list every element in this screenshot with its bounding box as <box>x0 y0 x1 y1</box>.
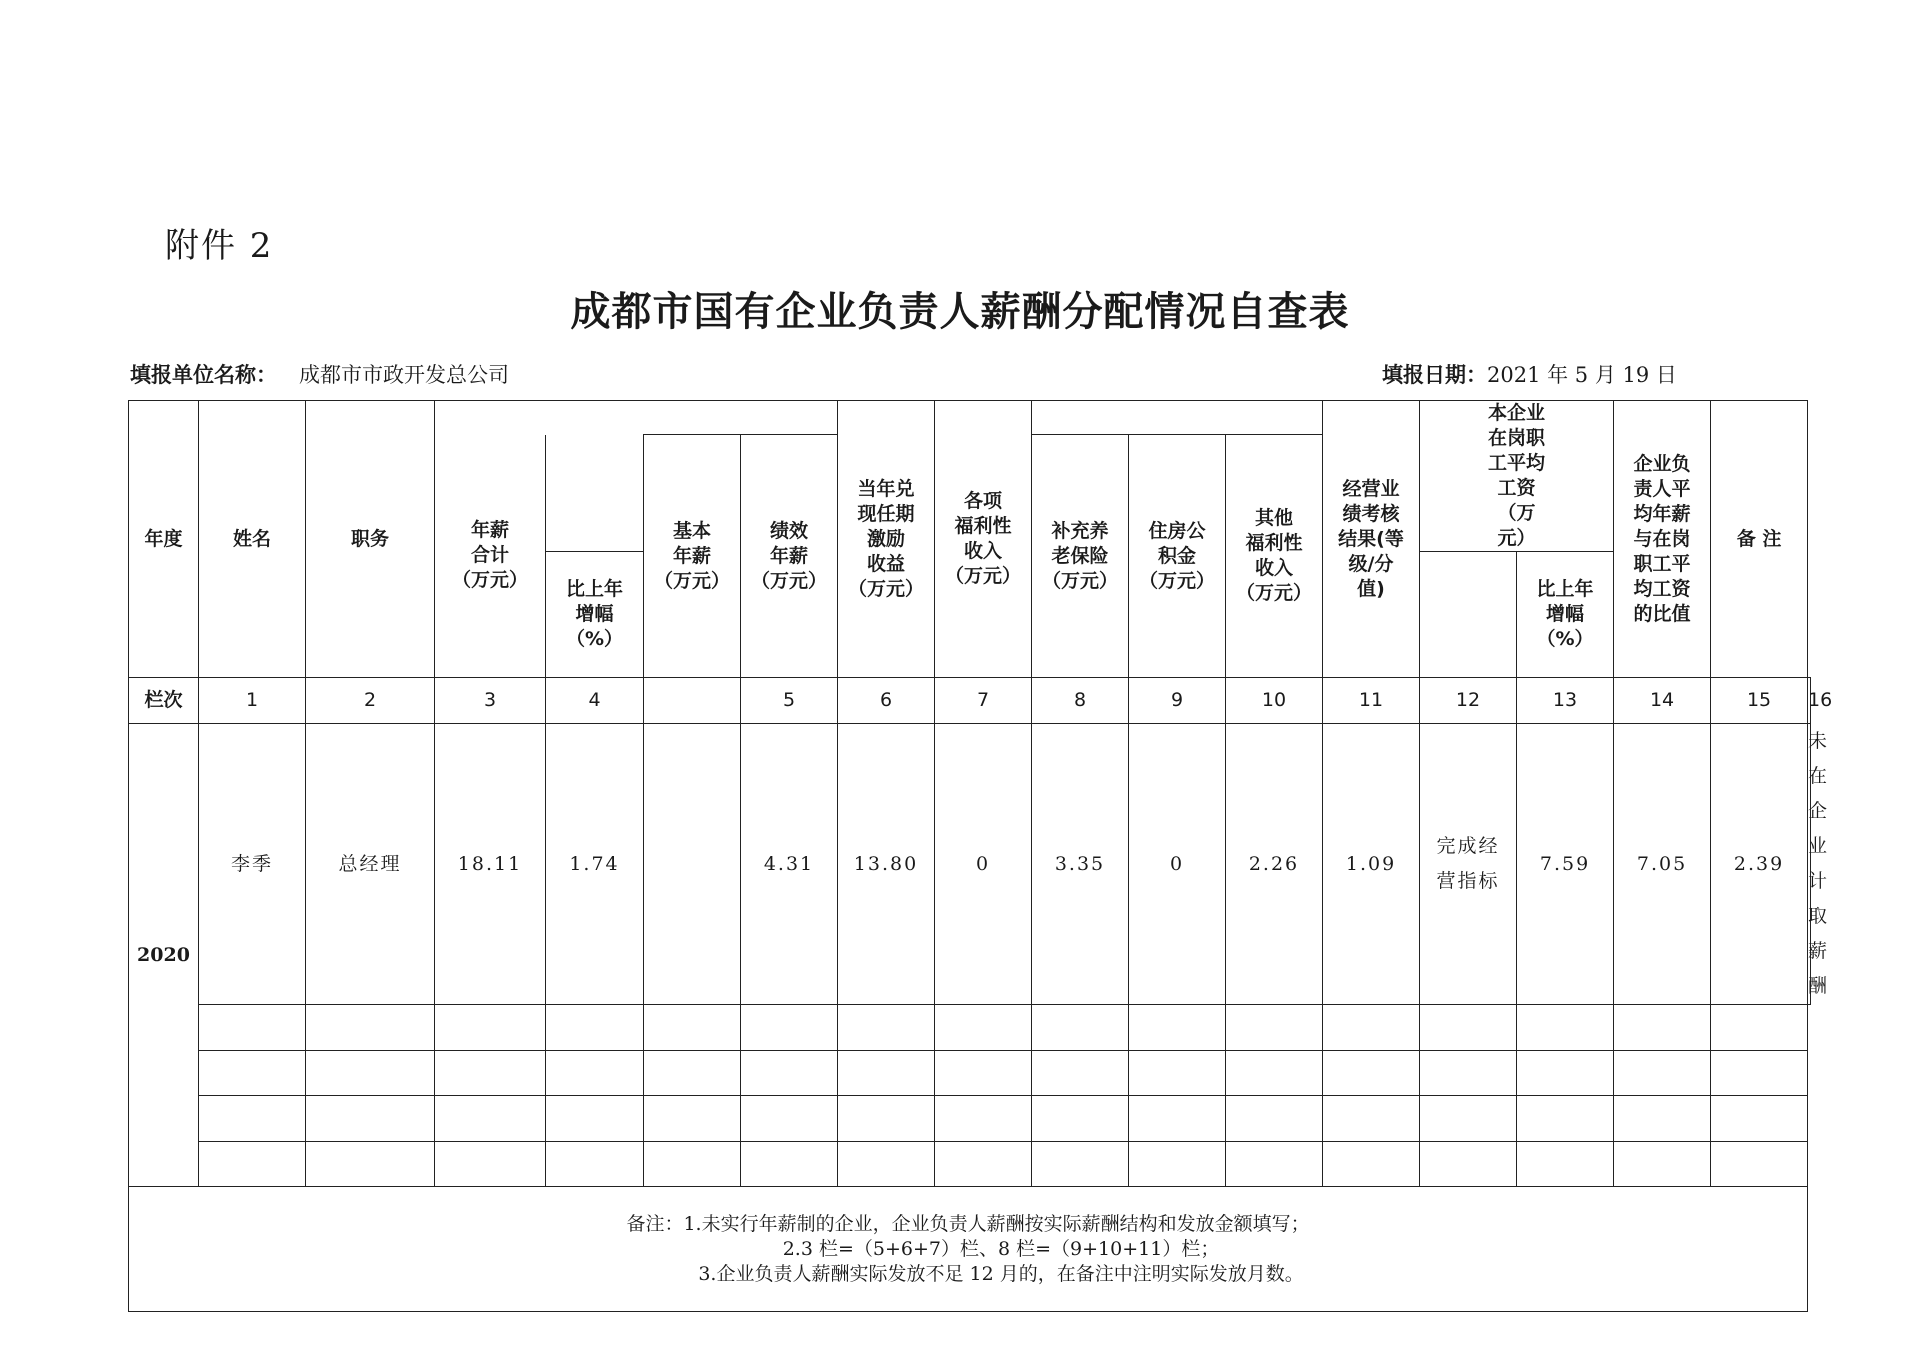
empty-cell <box>435 1142 546 1187</box>
reporting-date <box>1382 359 1677 389</box>
cell-remark: 未在企 业计取 薪酬 <box>1808 724 1811 1005</box>
table-row <box>129 1051 1811 1096</box>
empty-cell <box>1711 1142 1808 1187</box>
empty-cell <box>1420 1051 1517 1096</box>
empty-cell <box>741 1142 838 1187</box>
empty-cell <box>1129 1096 1226 1142</box>
cell-gap <box>644 724 741 1005</box>
column-index-2: 2 <box>306 678 435 724</box>
column-index-7: 7 <box>935 678 1032 724</box>
empty-cell <box>199 1005 306 1051</box>
cell-ratio: 2.39 <box>1711 724 1808 1005</box>
empty-cell <box>199 1142 306 1187</box>
column-index-16: 16 <box>1808 678 1811 724</box>
header-avg-growth: 比上年 增幅 （%） <box>1517 552 1614 678</box>
column-index-10: 10 <box>1226 678 1323 724</box>
empty-cell <box>1517 1142 1614 1187</box>
empty-cell <box>1711 1051 1808 1096</box>
empty-cell <box>935 1096 1032 1142</box>
column-index-label: 栏次 <box>129 678 199 724</box>
salary-table <box>128 400 1833 1312</box>
empty-cell <box>199 1096 306 1142</box>
header-welfare: 各项 福利性 收入 （万元） <box>935 401 1032 678</box>
year-cell: 2020 <box>129 724 199 1187</box>
empty-cell <box>1614 1096 1711 1142</box>
header-position: 职务 <box>306 401 435 678</box>
empty-cell <box>644 1051 741 1096</box>
table-row <box>129 1096 1811 1142</box>
empty-cell <box>1517 1051 1614 1096</box>
empty-cell <box>306 1051 435 1096</box>
empty-cell <box>644 1096 741 1142</box>
empty-cell <box>644 1005 741 1051</box>
header-salary-group <box>435 401 838 435</box>
cell-housing: 2.26 <box>1226 724 1323 1005</box>
column-index-row <box>129 678 1811 724</box>
column-index-4: 4 <box>546 678 644 724</box>
table-row <box>129 1142 1811 1187</box>
empty-cell <box>838 1005 935 1051</box>
reporting-unit-value: 成都市市政开发总公司 <box>299 363 509 387</box>
note-line-1: 备注：1.未实行年薪制的企业，企业负责人薪酬按实际薪酬结构和发放金额填写； <box>626 1212 1310 1235</box>
cell-name: 李季 <box>199 724 306 1005</box>
header-year: 年度 <box>129 401 199 678</box>
column-index-1: 1 <box>199 678 306 724</box>
column-index-5: 5 <box>741 678 838 724</box>
cell-base: 4.31 <box>741 724 838 1005</box>
empty-cell <box>1420 1142 1517 1187</box>
cell-assessment: 完成经 营指标 <box>1420 724 1517 1005</box>
cell-annual-total: 18.11 <box>435 724 546 1005</box>
empty-cell <box>1129 1051 1226 1096</box>
header-housing: 住房公 积金 （万元） <box>1129 435 1226 678</box>
header-welfare-group <box>1032 401 1323 435</box>
cell-incentive: 0 <box>935 724 1032 1005</box>
empty-cell <box>741 1005 838 1051</box>
empty-cell <box>1323 1142 1420 1187</box>
header-other-welfare: 其他 福利性 收入 （万元） <box>1226 435 1323 678</box>
empty-cell <box>1032 1051 1129 1096</box>
empty-cell <box>1129 1005 1226 1051</box>
cell-position: 总经理 <box>306 724 435 1005</box>
empty-cell <box>838 1096 935 1142</box>
note-line-3: 3.企业负责人薪酬实际发放不足 12 月的，在备注中注明实际发放月数。 <box>698 1262 1304 1285</box>
header-avg-wage: 本企业 在岗职 工平均 工资 （万 元） <box>1420 401 1614 552</box>
header-blank-a <box>546 435 644 552</box>
header-annual-total: 年薪 合计 （万元） <box>435 435 546 678</box>
cell-avg-growth: 7.05 <box>1614 724 1711 1005</box>
column-index-12: 12 <box>1420 678 1517 724</box>
cell-welfare: 3.35 <box>1032 724 1129 1005</box>
attachment-label: 附件 2 <box>165 226 274 266</box>
empty-cell <box>1420 1005 1517 1051</box>
empty-cell <box>935 1051 1032 1096</box>
column-index-15: 15 <box>1711 678 1808 724</box>
column-index-6: 6 <box>838 678 935 724</box>
empty-cell <box>546 1005 644 1051</box>
empty-cell <box>1032 1096 1129 1142</box>
empty-cell <box>1711 1096 1808 1142</box>
empty-cell <box>935 1142 1032 1187</box>
empty-cell <box>1614 1142 1711 1187</box>
column-index-8: 8 <box>1032 678 1129 724</box>
empty-cell <box>838 1142 935 1187</box>
empty-cell <box>435 1096 546 1142</box>
empty-cell <box>1614 1051 1711 1096</box>
page-title: 成都市国有企业负责人薪酬分配情况自查表 <box>570 289 1350 335</box>
header-annual-growth: 比上年 增幅 （%） <box>546 552 644 678</box>
empty-cell <box>644 1142 741 1187</box>
table-row <box>129 1005 1811 1051</box>
empty-cell <box>1323 1096 1420 1142</box>
empty-cell <box>306 1005 435 1051</box>
header-incentive: 当年兑 现任期 激励 收益 （万元） <box>838 401 935 678</box>
notes-cell <box>129 1187 1808 1312</box>
empty-cell <box>1226 1096 1323 1142</box>
empty-cell <box>1517 1005 1614 1051</box>
header-name: 姓名 <box>199 401 306 678</box>
cell-pension: 0 <box>1129 724 1226 1005</box>
cell-other-welfare: 1.09 <box>1323 724 1420 1005</box>
column-index-14: 14 <box>1614 678 1711 724</box>
empty-cell <box>546 1096 644 1142</box>
column-index-11: 11 <box>1323 678 1420 724</box>
reporting-date-label: 填报日期： <box>1382 363 1487 387</box>
reporting-date-value: 2021 年 5 月 19 日 <box>1487 363 1677 387</box>
empty-cell <box>546 1051 644 1096</box>
note-line-2: 2.3 栏=（5+6+7）栏、8 栏=（9+10+11）栏； <box>782 1237 1220 1260</box>
header-ratio: 企业负 责人平 均年薪 与在岗 职工平 均工资 的比值 <box>1614 401 1711 678</box>
empty-cell <box>935 1005 1032 1051</box>
empty-cell <box>1226 1051 1323 1096</box>
empty-cell <box>1711 1005 1808 1051</box>
empty-cell <box>1032 1005 1129 1051</box>
header-pension: 补充养 老保险 （万元） <box>1032 435 1129 678</box>
header-row-1 <box>129 401 1811 435</box>
empty-cell <box>741 1096 838 1142</box>
empty-cell <box>1323 1051 1420 1096</box>
empty-cell <box>1129 1142 1226 1187</box>
empty-cell <box>306 1096 435 1142</box>
empty-cell <box>1614 1005 1711 1051</box>
empty-cell <box>306 1142 435 1187</box>
cell-performance: 13.80 <box>838 724 935 1005</box>
column-index-gap <box>644 678 741 724</box>
table-row <box>129 724 1811 1005</box>
cell-annual-growth: 1.74 <box>546 724 644 1005</box>
header-blank-b <box>1420 552 1517 678</box>
empty-cell <box>1420 1096 1517 1142</box>
notes-row <box>129 1187 1811 1312</box>
empty-cell <box>1226 1142 1323 1187</box>
empty-cell <box>435 1005 546 1051</box>
header-base: 基本 年薪 （万元） <box>644 435 741 678</box>
column-index-13: 13 <box>1517 678 1614 724</box>
empty-cell <box>435 1051 546 1096</box>
header-assessment: 经营业 绩考核 结果(等 级/分 值) <box>1323 401 1420 678</box>
empty-cell <box>199 1051 306 1096</box>
reporting-unit <box>130 359 509 389</box>
cell-avg-wage: 7.59 <box>1517 724 1614 1005</box>
header-remark: 备 注 <box>1711 401 1808 678</box>
empty-cell <box>546 1142 644 1187</box>
empty-cell <box>741 1051 838 1096</box>
header-performance: 绩效 年薪 （万元） <box>741 435 838 678</box>
reporting-unit-label: 填报单位名称： <box>130 363 277 387</box>
column-index-3: 3 <box>435 678 546 724</box>
empty-cell <box>1226 1005 1323 1051</box>
column-index-9: 9 <box>1129 678 1226 724</box>
empty-cell <box>1032 1142 1129 1187</box>
empty-cell <box>838 1051 935 1096</box>
empty-cell <box>1517 1096 1614 1142</box>
empty-cell <box>1323 1005 1420 1051</box>
